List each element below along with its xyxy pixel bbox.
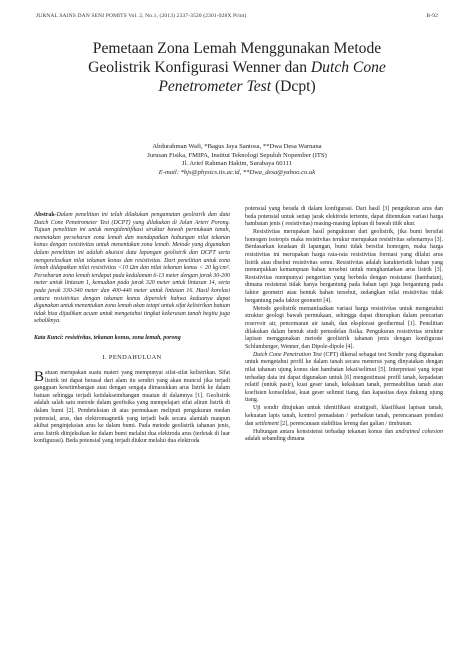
author-emails — [40, 169, 434, 178]
settlement-term: settlement — [254, 420, 279, 427]
dcpt-term: Dutch Cone Penetration Test — [253, 351, 322, 358]
author-address: Jl. Arief Rahman Hakim, Surabaya 60111 — [182, 160, 292, 168]
right-paragraph-4-a: Uji sondir ditujukan untuk identifikasi stratigrafi, klasifikasi lapisan tanah, kekuatan lapis tanah, kontrol pemadatan / perbaikan tanah, perencanaan pondasi dan — [245, 405, 443, 427]
right-paragraph-5-b: adalah sebanding dimana — [245, 436, 305, 443]
title-line-3-italic: Penetrometer Test — [158, 77, 272, 95]
right-paragraph-2: Metode geolistrik memanfaatkan variasi harga resistivitas untuk mengetahui struktur geologi bawah permukaan, sehingga dapat diterapkan dalam pencarian reservoir air, pencemaran air tanah, dan eksplorasi geothermal [1]. Penelitian dilakukan dalam bentuk studi pemodelan fisika. Pengukuran resistivitas struktur lapisan menggunakan metode geolistrik tahanan jenis dengan konfigurasi Schlumberger, Wenner, dan Dipole-dipole [4]. — [245, 305, 443, 350]
intro-paragraph — [34, 370, 230, 446]
right-paragraph-5-a: Hubungan antara konsistensi terhadap tekanan konus dan — [253, 428, 396, 435]
undrained-cohesion-term: undrained cohesion — [395, 428, 443, 435]
right-paragraph-0: potensial yang berada di dalam konfigurasi. Dari hasil [3] pengukuran arus dan beda potensial untuk setiap jarak elektroda tertentu, dapat ditentukan variasi harga hambatan jenis ( resistivitas) masing-masing lapisan di bawah titik ukur. — [245, 206, 443, 228]
title-line-2 — [20, 59, 454, 78]
page-number: B-92 — [426, 13, 438, 19]
email-addresses: *bjs@physics.its.ac.id, **Dwa_desa@yahoo.co.uk — [178, 168, 316, 176]
section-heading-pendahuluan: I. PENDAHULUAN — [102, 353, 162, 361]
journal-citation: JURNAL SAINS DAN SENI POMITS Vol. 2, No.1, (2013) 2337-3520 (2301-928X Print) — [36, 13, 247, 19]
right-paragraph-1: Resistivitas merupakan hasil pengukuran dari geolistrik, jika bumi bersifat homogen isotropis maka resistivitas terukur merupakan resistivitas sebenarnya [3]. Berdasarkan keadaan di lapangan, bumi tidak bersifat homogen, maka harga resistivitas ini merupakan harga rata-rata resistivitas formasi yang dilalui arus listrik atau disebut resistivitas semu. Resistivitas adalah karakteristik bahan yang menunjukkan kemampuan bahan tersebut untuk menghantarkan arus listrik [3]. Resistivitas mempunyai pengertian yang berbeda dengan resistansi (hambatan), dimana resistensi tidak hanya bergantung pada bahan tapi juga bergantung pada faktor geometri atau bentuk bahan tersebut, sedangkan nilai resistivitas tidak bergantung pada faktor geometri [4]. — [245, 229, 443, 304]
paper-title — [20, 40, 454, 96]
title-line-2-italic: Dutch Cone — [310, 58, 386, 76]
running-header — [36, 13, 438, 23]
right-column — [245, 206, 443, 444]
abstract — [34, 212, 230, 326]
right-paragraph-4 — [245, 405, 443, 428]
abstract-text: Dalam penelitian ini telah dilakukan pengamatan geolistrik dan data Dutch Cone Penetrometer Test (DCPT) yang dilakukan di Jalan Arteri Porong. Tujuan penelitian ini untuk mengidentifikasi struktur bawah permukaan tanah, memetakan persebaran zona lemah dan mendapatkan hubungan nilai tekanan konus dengan resistivitas untuk menentukan zona lemah. Metode yang digunakan dalam penelitian ini adalah akuisisi data lapangan geolistrik dan DCPT serta mengorelasikan nilai tekanan konus dan resistivitas. Dari penelitian untuk zona lemah didapatkan nilai resistivitas <10 Ωm dan nilai tekanan konus < 20 kg/cm². Persebaran zona lemah terdapat pada kedalaman 6-13 meter dengan jarak 30-200 meter untuk lintasan 1, kemudian pada jarak 320 meter untuk lintasan 14, serta pada jarak 330-340 meter dan 400-440 meter untuk lintasan 16. Hasil korelasi antara resistivitas dengan tekanan konus diperoleh bahwa keduanya dapat digunakan untuk menentukan zona lemah akan tetapi untuk sifat kelistrikan batuan tidak bisa dijadikan acuan untuk mengetahui tingkat kekerasan tanah begitu juga sebaliknya. — [34, 212, 230, 325]
title-line-3 — [20, 78, 454, 97]
keywords: Kata Kunci: resistivitas, tekanan konus, zona lemah, porong — [34, 334, 181, 341]
right-paragraph-3-text: (CPT) dikenal sebagai test Sondir yang digunakan untuk mengetahui profil ke dalam tanah secara menerus yang dinyatakan dengan nilai tahanan ujung konus dan hambatan lekat/selimut [5]. Interpretasi yang tepat terhadap data ini dapat digunakan untuk [6] mengestimasi profil tanah, kepadatan relatif (untuk pasir), kuat geser tanah, kekakuan tanah, permeabilitas tanah atau koefisien konsolidasi, kuat geser selimut tiang, dan kapasitas daya dukung ujung tiang. — [245, 351, 443, 404]
author-block — [40, 143, 434, 177]
right-paragraph-4-b: [2], perencanaan stabilitas lereng dan galian / timbunan. — [278, 420, 413, 427]
title-line-3-plain: (Dcpt) — [271, 77, 316, 95]
title-line-2-plain: Geolistrik Konfigurasi Wenner dan — [88, 58, 311, 76]
title-line-1: Pemetaan Zona Lemah Menggunakan Metode — [92, 40, 382, 57]
right-paragraph-5 — [245, 429, 443, 444]
author-names: Abdurahman Wafi, *Bagus Jaya Santosa, **Dwa Desa Warnana — [152, 143, 322, 150]
left-column — [34, 212, 230, 447]
drop-cap: B — [34, 369, 45, 386]
right-paragraph-3 — [245, 352, 443, 405]
intro-text: atuan merupakan suatu materi yang mempunyai sifat-sifat kelistrikan. Sifat listrik ini dapat berasal dari alam itu sendiri yang akan muncul jika terjadi gangguan kesetimbangan atau dengan sengaja dimasukkan arus listrik ke dalam batuan sehingga terjadi ketidakseimbangan muatan di dalamnya [1]. Geolistrik adalah salah satu metode dalam geofisika yang mempelajari sifat aliran listrik di dalam bumi [2]. Pendeteksian di atas permukaan meliputi pengukuran medan potensial, arus, dan elektromagnetik yang terjadi baik secara alamiah maupun akibat penginjeksian arus ke dalam bumi. Pada metode geolistrik tahanan jenis, arus listrik diinjeksikan ke dalam bumi melalui dua elektroda arus (terletak di luar konfigurasi). Beda potensial yang terjadi diukur melalui dua elektroda — [34, 370, 230, 445]
author-department: Jurusan Fisika, FMIPA, Institut Teknologi Sepuluh Nopember (ITS) — [147, 151, 327, 159]
email-label: E-mail: — [158, 168, 179, 176]
abstract-lead: Abstrak- — [34, 212, 57, 218]
